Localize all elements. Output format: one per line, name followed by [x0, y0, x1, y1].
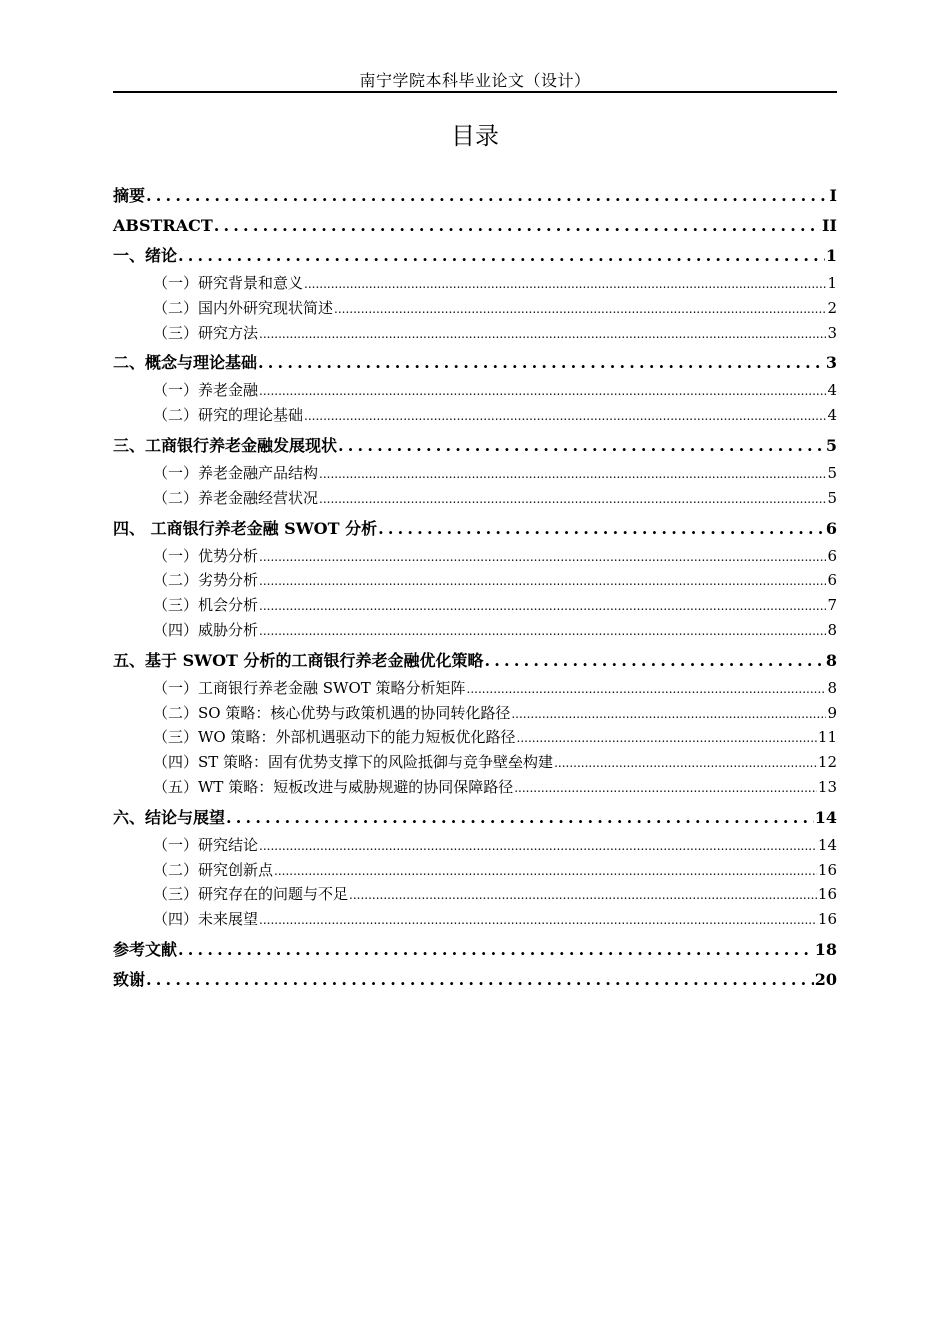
toc-dot-leader [259, 908, 817, 933]
toc-page-number: 4 [827, 406, 837, 425]
toc-entry-label: （三）研究存在的问题与不足 [153, 885, 349, 904]
toc-section-entry[interactable] [113, 321, 837, 346]
toc-entry-label: （二）养老金融经营状况 [153, 488, 319, 507]
toc-page-number: 6 [827, 571, 837, 590]
toc-page-number: 6 [825, 518, 837, 538]
toc-page-number: 14 [817, 835, 837, 854]
toc-page-number: 6 [827, 546, 837, 565]
toc-chapter-entry[interactable] [113, 181, 837, 211]
toc-entry-label: （五）WT 策略：短板改进与威胁规避的协同保障路径 [153, 777, 514, 796]
toc-section-entry[interactable] [113, 296, 837, 321]
toc-section-entry[interactable] [113, 725, 837, 750]
toc-dot-leader [214, 211, 821, 241]
toc-dot-leader [334, 297, 826, 322]
toc-chapter-entry[interactable] [113, 348, 837, 378]
toc-entry-label: 五、基于 SWOT 分析的工商银行养老金融优化策略 [113, 650, 484, 670]
toc-entry-label: 六、结论与展望 [113, 807, 226, 827]
toc-page-number: 2 [827, 298, 837, 317]
toc-entry-label: 三、工商银行养老金融发展现状 [113, 435, 338, 455]
toc-entry-label: （二）国内外研究现状简述 [153, 298, 334, 317]
toc-section-entry[interactable] [113, 461, 837, 486]
toc-page-number: 8 [827, 620, 837, 639]
toc-entry-label: ABSTRACT [113, 216, 213, 235]
page-title: 目录 [451, 122, 499, 150]
toc-entry-label: （四）威胁分析 [153, 620, 259, 639]
toc-dot-leader [514, 776, 817, 801]
toc-entry-label: 参考文献 [113, 939, 178, 959]
toc-dot-leader [349, 883, 817, 908]
toc-chapter-entry[interactable] [113, 935, 837, 965]
toc-entry-label: 一、绪论 [113, 246, 178, 265]
toc-dot-leader [259, 834, 817, 859]
toc-dot-leader [554, 751, 817, 776]
toc-page-number: 13 [817, 777, 837, 796]
toc-page-number: II [822, 216, 837, 235]
toc-dot-leader [304, 404, 826, 429]
toc-dot-leader [274, 859, 817, 884]
toc-dot-leader [517, 726, 817, 751]
toc-page-number: 1 [827, 274, 837, 292]
toc-page-number: 11 [817, 728, 837, 747]
toc-section-entry[interactable] [113, 593, 837, 618]
toc-entry-label: （三）WO 策略：外部机遇驱动下的能力短板优化路径 [153, 728, 516, 747]
toc-dot-leader [319, 487, 826, 512]
toc-chapter-entry[interactable] [113, 803, 837, 833]
toc-entry-label: （一）养老金融产品结构 [153, 463, 319, 482]
toc-section-entry[interactable] [113, 568, 837, 593]
toc-dot-leader [259, 545, 826, 570]
toc-section-entry[interactable] [113, 403, 837, 428]
toc-section-entry[interactable] [113, 775, 837, 800]
toc-entry-label: （一）研究结论 [153, 835, 259, 854]
toc-section-entry[interactable] [113, 833, 837, 858]
toc-page-number: 16 [817, 910, 837, 929]
toc-entry-label: （二）研究创新点 [153, 860, 274, 879]
toc-page-number: 14 [814, 807, 837, 827]
toc-page-number: 7 [827, 596, 837, 615]
toc-chapter-entry[interactable] [113, 965, 837, 995]
toc-entry-label: 二、概念与理论基础 [113, 353, 258, 373]
toc-dot-leader [146, 181, 829, 211]
toc-section-entry[interactable] [113, 701, 837, 726]
toc-dot-leader [485, 646, 825, 676]
toc-dot-leader [338, 431, 825, 461]
toc-entry-label: （三）机会分析 [153, 596, 259, 615]
toc-entry-label: （一）工商银行养老金融 SWOT 策略分析矩阵 [153, 678, 466, 697]
toc-page-number: I [829, 186, 837, 205]
toc-entry-label: 四、 工商银行养老金融 SWOT 分析 [113, 518, 378, 538]
toc-entry-label: （一）优势分析 [153, 546, 259, 565]
toc-entry-label: 致谢 [113, 969, 146, 989]
toc-dot-leader [226, 803, 814, 833]
toc-dot-leader [178, 241, 825, 271]
toc-page-number: 1 [825, 246, 837, 265]
toc-chapter-entry[interactable] [113, 241, 837, 271]
toc-section-entry[interactable] [113, 544, 837, 569]
toc-page-number: 5 [827, 463, 837, 482]
toc-section-entry[interactable] [113, 676, 837, 701]
toc-page-number: 5 [825, 435, 837, 455]
toc-chapter-entry[interactable] [113, 514, 837, 544]
toc-page-number: 18 [814, 939, 837, 959]
toc-dot-leader [467, 677, 827, 702]
toc-page-number: 3 [827, 323, 837, 342]
toc-page-number: 16 [817, 885, 837, 904]
toc-dot-leader [259, 594, 826, 619]
toc-dot-leader [259, 569, 826, 594]
table-of-contents [113, 181, 837, 995]
toc-page-number: 5 [827, 488, 837, 507]
toc-page-number: 3 [825, 353, 837, 373]
toc-page-number: 8 [827, 678, 837, 697]
toc-section-entry[interactable] [113, 907, 837, 932]
toc-section-entry[interactable] [113, 882, 837, 907]
running-header: 南宁学院本科毕业论文（设计） [359, 71, 591, 90]
toc-entry-label: （二）劣势分析 [153, 571, 259, 590]
toc-section-entry[interactable] [113, 858, 837, 883]
toc-dot-leader [304, 272, 826, 297]
toc-section-entry[interactable] [113, 378, 837, 403]
toc-entry-label: （一）养老金融 [153, 381, 259, 400]
toc-dot-leader [319, 462, 826, 487]
toc-entry-label: （三）研究方法 [153, 323, 259, 342]
toc-chapter-entry[interactable] [113, 211, 837, 241]
toc-dot-leader [259, 322, 826, 347]
toc-page-number: 20 [814, 969, 837, 989]
toc-page-number: 4 [827, 381, 837, 400]
toc-page-number: 16 [817, 860, 837, 879]
toc-dot-leader [511, 702, 826, 727]
toc-section-entry[interactable] [113, 618, 837, 643]
toc-entry-label: （二）研究的理论基础 [153, 406, 304, 425]
toc-chapter-entry[interactable] [113, 431, 837, 461]
toc-page-number: 8 [825, 650, 837, 670]
toc-dot-leader [258, 348, 825, 378]
toc-entry-label: （一）研究背景和意义 [153, 274, 304, 292]
toc-dot-leader [178, 935, 814, 965]
toc-entry-label: （二）SO 策略：核心优势与政策机遇的协同转化路径 [153, 703, 511, 722]
toc-section-entry[interactable] [113, 271, 837, 296]
toc-dot-leader [259, 379, 826, 404]
toc-entry-label: 摘要 [113, 186, 146, 205]
toc-page-number: 9 [827, 703, 837, 722]
toc-section-entry[interactable] [113, 486, 837, 511]
header-rule [113, 91, 837, 93]
toc-chapter-entry[interactable] [113, 646, 837, 676]
toc-section-entry[interactable] [113, 750, 837, 775]
toc-page-number: 12 [817, 753, 837, 772]
toc-entry-label: （四）ST 策略：固有优势支撑下的风险抵御与竞争壁垒构建 [153, 753, 554, 772]
toc-entry-label: （四）未来展望 [153, 910, 259, 929]
toc-dot-leader [378, 514, 825, 544]
toc-dot-leader [146, 965, 814, 995]
toc-dot-leader [259, 619, 826, 644]
